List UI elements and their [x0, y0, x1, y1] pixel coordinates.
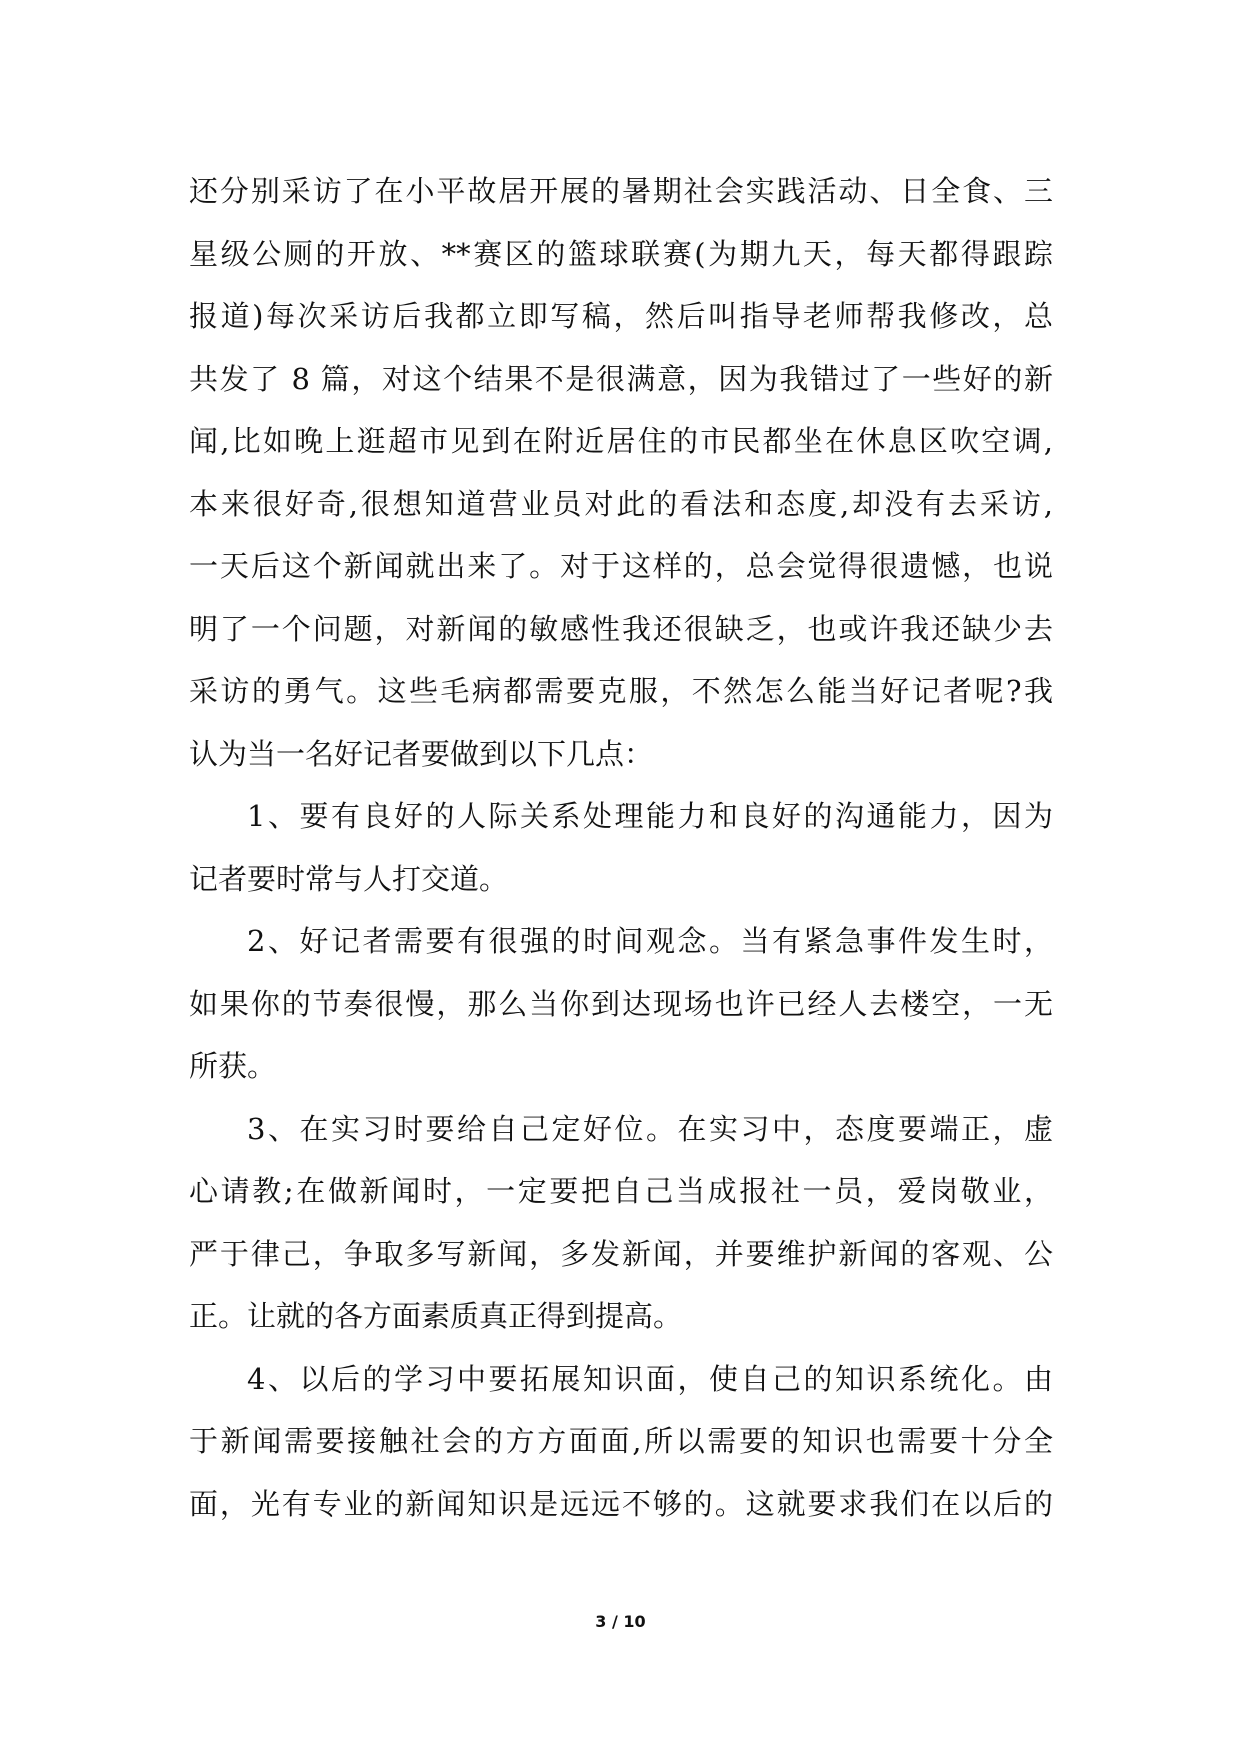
- paragraph-point-3: [189, 1098, 1053, 1348]
- text-line: 面，光有专业的新闻知识是远远不够的。这就要求我们在以后的: [189, 1486, 1053, 1521]
- text-line: 认为当一名好记者要做到以下几点：: [189, 736, 654, 771]
- text-line: 4、以后的学习中要拓展知识面，使自己的知识系统化。由: [247, 1361, 1053, 1396]
- paragraph-point-2: [189, 910, 1053, 1098]
- text-line: 记者要时常与人打交道。: [189, 861, 509, 896]
- text-line: 于新闻需要接触社会的方方面面,所以需要的知识也需要十分全: [189, 1424, 1053, 1458]
- page-number: 3 / 10: [595, 1612, 646, 1631]
- text-line: 报道)每次采访后我都立即写稿，然后叫指导老师帮我修改，总: [189, 299, 1053, 333]
- text-line: 共发了 8 篇，对这个结果不是很满意，因为我错过了一些好的新: [189, 361, 1053, 396]
- text-line: 闻,比如晚上逛超市见到在附近居住的市民都坐在休息区吹空调,: [189, 424, 1053, 458]
- text-line: 本来很好奇,很想知道营业员对此的看法和态度,却没有去采访,: [189, 486, 1053, 521]
- text-line: 所获。: [189, 1049, 277, 1083]
- text-line: 一天后这个新闻就出来了。对于这样的，总会觉得很遗憾，也说: [189, 549, 1053, 583]
- text-line: 2、好记者需要有很强的时间观念。当有紧急事件发生时，: [247, 924, 1053, 958]
- text-line: 3、在实习时要给自己定好位。在实习中，态度要端正，虚: [247, 1111, 1053, 1146]
- text-line: 如果你的节奏很慢，那么当你到达现场也许已经人去楼空，一无: [189, 986, 1053, 1021]
- text-line: 严于律己，争取多写新闻，多发新闻，并要维护新闻的客观、公: [189, 1236, 1053, 1271]
- text-line: 心请教;在做新闻时，一定要把自己当成报社一员，爱岗敬业，: [189, 1174, 1053, 1208]
- text-line: 采访的勇气。这些毛病都需要克服，不然怎么能当好记者呢?我: [189, 674, 1053, 708]
- text-line: 1、要有良好的人际关系处理能力和良好的沟通能力，因为: [247, 799, 1053, 833]
- paragraph-intro: [189, 160, 1053, 785]
- paragraph-point-1: [189, 785, 1053, 910]
- text-line: 明了一个问题，对新闻的敏感性我还很缺乏，也或许我还缺少去: [189, 611, 1053, 646]
- document-body: [189, 160, 1053, 1535]
- text-line: 还分别采访了在小平故居开展的暑期社会实践活动、日全食、三: [189, 174, 1053, 208]
- text-line: 星级公厕的开放、**赛区的篮球联赛(为期九天，每天都得跟踪: [189, 236, 1053, 271]
- paragraph-point-4: [189, 1348, 1053, 1536]
- text-line: 正。让就的各方面素质真正得到提高。: [189, 1299, 683, 1333]
